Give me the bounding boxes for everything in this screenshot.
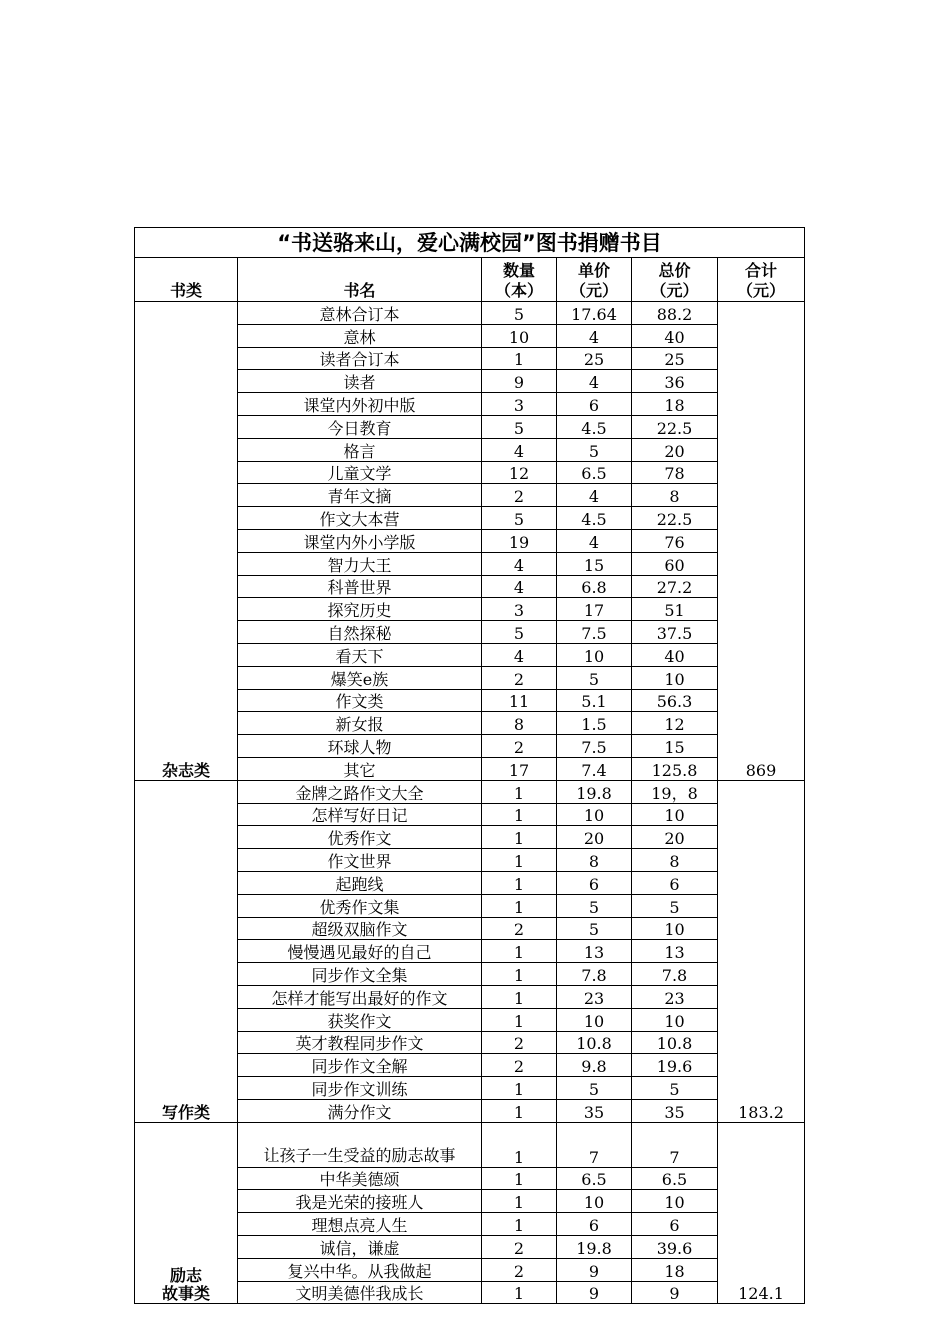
unit-price-cell: 4.5	[557, 415, 632, 438]
total-price-cell: 40	[632, 324, 718, 347]
header-name: 书名	[238, 258, 482, 302]
unit-price-cell: 6	[557, 393, 632, 416]
total-price-cell: 8	[632, 849, 718, 872]
book-name-cell: 文明美德伴我成长	[238, 1281, 482, 1304]
unit-price-cell: 10	[557, 1190, 632, 1213]
unit-price-cell: 5	[557, 894, 632, 917]
unit-price-cell: 20	[557, 826, 632, 849]
qty-cell: 2	[482, 1236, 557, 1259]
qty-cell: 5	[482, 302, 557, 325]
unit-price-cell: 19.8	[557, 1236, 632, 1259]
unit-price-cell: 5.1	[557, 689, 632, 712]
qty-cell: 17	[482, 757, 557, 780]
unit-price-cell: 5	[557, 1077, 632, 1100]
subtotal-cell: 124.1	[718, 1122, 805, 1304]
table-row	[135, 302, 805, 325]
total-price-cell: 6.5	[632, 1167, 718, 1190]
unit-price-cell: 7.8	[557, 963, 632, 986]
qty-cell: 1	[482, 1008, 557, 1031]
unit-price-cell: 6.5	[557, 1167, 632, 1190]
total-price-cell: 10	[632, 666, 718, 689]
qty-cell: 2	[482, 1258, 557, 1281]
total-price-cell: 20	[632, 438, 718, 461]
total-price-cell: 8	[632, 484, 718, 507]
total-price-cell: 39.6	[632, 1236, 718, 1259]
qty-cell: 2	[482, 917, 557, 940]
header-qty: 数量 （本）	[482, 258, 557, 302]
book-name-cell: 意林	[238, 324, 482, 347]
unit-price-cell: 6.8	[557, 575, 632, 598]
book-name-cell: 英才教程同步作文	[238, 1031, 482, 1054]
qty-cell: 4	[482, 552, 557, 575]
total-price-cell: 125.8	[632, 757, 718, 780]
qty-cell: 2	[482, 1054, 557, 1077]
category-cell: 励志 故事类	[135, 1122, 238, 1304]
unit-price-cell: 23	[557, 985, 632, 1008]
book-name-cell: 我是光荣的接班人	[238, 1190, 482, 1213]
qty-cell: 19	[482, 529, 557, 552]
book-name-cell: 金牌之路作文大全	[238, 780, 482, 803]
qty-cell: 4	[482, 643, 557, 666]
qty-cell: 2	[482, 666, 557, 689]
total-price-cell: 7.8	[632, 963, 718, 986]
book-name-cell: 读者	[238, 370, 482, 393]
total-price-cell: 23	[632, 985, 718, 1008]
book-name-cell: 课堂内外小学版	[238, 529, 482, 552]
qty-cell: 12	[482, 461, 557, 484]
header-total-price: 总价 （元）	[632, 258, 718, 302]
category-cell: 写作类	[135, 780, 238, 1122]
unit-price-cell: 9	[557, 1258, 632, 1281]
total-price-cell: 76	[632, 529, 718, 552]
total-price-cell: 5	[632, 1077, 718, 1100]
unit-price-cell: 6	[557, 1213, 632, 1236]
unit-price-cell: 7.5	[557, 621, 632, 644]
unit-price-cell: 7	[557, 1122, 632, 1167]
qty-cell: 11	[482, 689, 557, 712]
category-cell: 杂志类	[135, 302, 238, 781]
qty-cell: 1	[482, 1122, 557, 1167]
qty-cell: 2	[482, 484, 557, 507]
unit-price-cell: 17.64	[557, 302, 632, 325]
unit-price-cell: 25	[557, 347, 632, 370]
unit-price-cell: 10	[557, 1008, 632, 1031]
qty-cell: 3	[482, 598, 557, 621]
unit-price-cell: 4	[557, 324, 632, 347]
unit-price-cell: 10	[557, 803, 632, 826]
book-name-cell: 满分作文	[238, 1099, 482, 1122]
qty-cell: 1	[482, 1167, 557, 1190]
total-price-cell: 27.2	[632, 575, 718, 598]
qty-cell: 5	[482, 415, 557, 438]
total-price-cell: 12	[632, 712, 718, 735]
unit-price-cell: 15	[557, 552, 632, 575]
header-category: 书类	[135, 258, 238, 302]
total-price-cell: 6	[632, 1213, 718, 1236]
subtotal-cell: 183.2	[718, 780, 805, 1122]
book-name-cell: 超级双脑作文	[238, 917, 482, 940]
qty-cell: 4	[482, 438, 557, 461]
unit-price-cell: 6.5	[557, 461, 632, 484]
book-name-cell: 意林合订本	[238, 302, 482, 325]
table-title: “书送骆来山，爱心满校园”图书捐赠书目	[135, 228, 805, 258]
book-name-cell: 今日教育	[238, 415, 482, 438]
unit-price-cell: 10	[557, 643, 632, 666]
book-name-cell: 自然探秘	[238, 621, 482, 644]
donation-table	[134, 227, 805, 1304]
book-name-cell: 诚信，谦虚	[238, 1236, 482, 1259]
unit-price-cell: 9	[557, 1281, 632, 1304]
header-subtotal: 合计 （元）	[718, 258, 805, 302]
total-price-cell: 10	[632, 917, 718, 940]
unit-price-cell: 13	[557, 940, 632, 963]
total-price-cell: 37.5	[632, 621, 718, 644]
qty-cell: 1	[482, 1099, 557, 1122]
unit-price-cell: 35	[557, 1099, 632, 1122]
book-name-cell: 爆笑e族	[238, 666, 482, 689]
unit-price-cell: 4	[557, 529, 632, 552]
book-name-cell: 起跑线	[238, 871, 482, 894]
book-name-cell: 作文类	[238, 689, 482, 712]
qty-cell: 1	[482, 1190, 557, 1213]
qty-cell: 2	[482, 1031, 557, 1054]
total-price-cell: 19，8	[632, 780, 718, 803]
table-row	[135, 1122, 805, 1167]
unit-price-cell: 5	[557, 917, 632, 940]
total-price-cell: 22.5	[632, 415, 718, 438]
book-name-cell: 青年文摘	[238, 484, 482, 507]
unit-price-cell: 19.8	[557, 780, 632, 803]
unit-price-cell: 5	[557, 438, 632, 461]
unit-price-cell: 7.4	[557, 757, 632, 780]
qty-cell: 5	[482, 507, 557, 530]
header-unit-price: 单价 （元）	[557, 258, 632, 302]
book-name-cell: 同步作文全解	[238, 1054, 482, 1077]
qty-cell: 1	[482, 849, 557, 872]
unit-price-cell: 9.8	[557, 1054, 632, 1077]
total-price-cell: 10	[632, 1008, 718, 1031]
book-name-cell: 同步作文训练	[238, 1077, 482, 1100]
book-name-cell: 获奖作文	[238, 1008, 482, 1031]
total-price-cell: 5	[632, 894, 718, 917]
qty-cell: 1	[482, 871, 557, 894]
total-price-cell: 51	[632, 598, 718, 621]
book-name-cell: 慢慢遇见最好的自己	[238, 940, 482, 963]
qty-cell: 1	[482, 347, 557, 370]
total-price-cell: 20	[632, 826, 718, 849]
book-name-cell: 科普世界	[238, 575, 482, 598]
qty-cell: 1	[482, 963, 557, 986]
total-price-cell: 18	[632, 1258, 718, 1281]
qty-cell: 4	[482, 575, 557, 598]
total-price-cell: 10	[632, 1190, 718, 1213]
qty-cell: 1	[482, 1281, 557, 1304]
total-price-cell: 10.8	[632, 1031, 718, 1054]
book-name-cell: 课堂内外初中版	[238, 393, 482, 416]
total-price-cell: 22.5	[632, 507, 718, 530]
qty-cell: 1	[482, 940, 557, 963]
book-name-cell: 新女报	[238, 712, 482, 735]
book-name-cell: 作文大本营	[238, 507, 482, 530]
book-name-cell: 优秀作文集	[238, 894, 482, 917]
qty-cell: 9	[482, 370, 557, 393]
unit-price-cell: 5	[557, 666, 632, 689]
total-price-cell: 13	[632, 940, 718, 963]
book-name-cell: 读者合订本	[238, 347, 482, 370]
total-price-cell: 40	[632, 643, 718, 666]
unit-price-cell: 17	[557, 598, 632, 621]
qty-cell: 1	[482, 803, 557, 826]
qty-cell: 3	[482, 393, 557, 416]
total-price-cell: 6	[632, 871, 718, 894]
total-price-cell: 56.3	[632, 689, 718, 712]
total-price-cell: 36	[632, 370, 718, 393]
unit-price-cell: 8	[557, 849, 632, 872]
unit-price-cell: 4.5	[557, 507, 632, 530]
total-price-cell: 9	[632, 1281, 718, 1304]
total-price-cell: 15	[632, 735, 718, 758]
qty-cell: 1	[482, 894, 557, 917]
qty-cell: 1	[482, 1213, 557, 1236]
book-name-cell: 智力大王	[238, 552, 482, 575]
unit-price-cell: 4	[557, 484, 632, 507]
unit-price-cell: 6	[557, 871, 632, 894]
qty-cell: 1	[482, 985, 557, 1008]
qty-cell: 1	[482, 826, 557, 849]
book-name-cell: 其它	[238, 757, 482, 780]
unit-price-cell: 4	[557, 370, 632, 393]
unit-price-cell: 1.5	[557, 712, 632, 735]
qty-cell: 2	[482, 735, 557, 758]
total-price-cell: 18	[632, 393, 718, 416]
qty-cell: 10	[482, 324, 557, 347]
book-name-cell: 探究历史	[238, 598, 482, 621]
book-name-cell: 优秀作文	[238, 826, 482, 849]
unit-price-cell: 10.8	[557, 1031, 632, 1054]
book-name-cell: 怎样才能写出最好的作文	[238, 985, 482, 1008]
book-name-cell: 儿童文学	[238, 461, 482, 484]
book-name-cell: 格言	[238, 438, 482, 461]
total-price-cell: 19.6	[632, 1054, 718, 1077]
unit-price-cell: 7.5	[557, 735, 632, 758]
qty-cell: 1	[482, 780, 557, 803]
table-row	[135, 780, 805, 803]
total-price-cell: 88.2	[632, 302, 718, 325]
total-price-cell: 35	[632, 1099, 718, 1122]
book-name-cell: 复兴中华。从我做起	[238, 1258, 482, 1281]
total-price-cell: 78	[632, 461, 718, 484]
total-price-cell: 25	[632, 347, 718, 370]
total-price-cell: 7	[632, 1122, 718, 1167]
book-name-cell: 同步作文全集	[238, 963, 482, 986]
total-price-cell: 60	[632, 552, 718, 575]
book-name-cell: 看天下	[238, 643, 482, 666]
book-name-cell: 让孩子一生受益的励志故事	[238, 1122, 482, 1167]
subtotal-cell: 869	[718, 302, 805, 781]
total-price-cell: 10	[632, 803, 718, 826]
book-name-cell: 怎样写好日记	[238, 803, 482, 826]
book-name-cell: 中华美德颂	[238, 1167, 482, 1190]
qty-cell: 8	[482, 712, 557, 735]
book-name-cell: 作文世界	[238, 849, 482, 872]
book-name-cell: 环球人物	[238, 735, 482, 758]
book-name-cell: 理想点亮人生	[238, 1213, 482, 1236]
qty-cell: 5	[482, 621, 557, 644]
qty-cell: 1	[482, 1077, 557, 1100]
